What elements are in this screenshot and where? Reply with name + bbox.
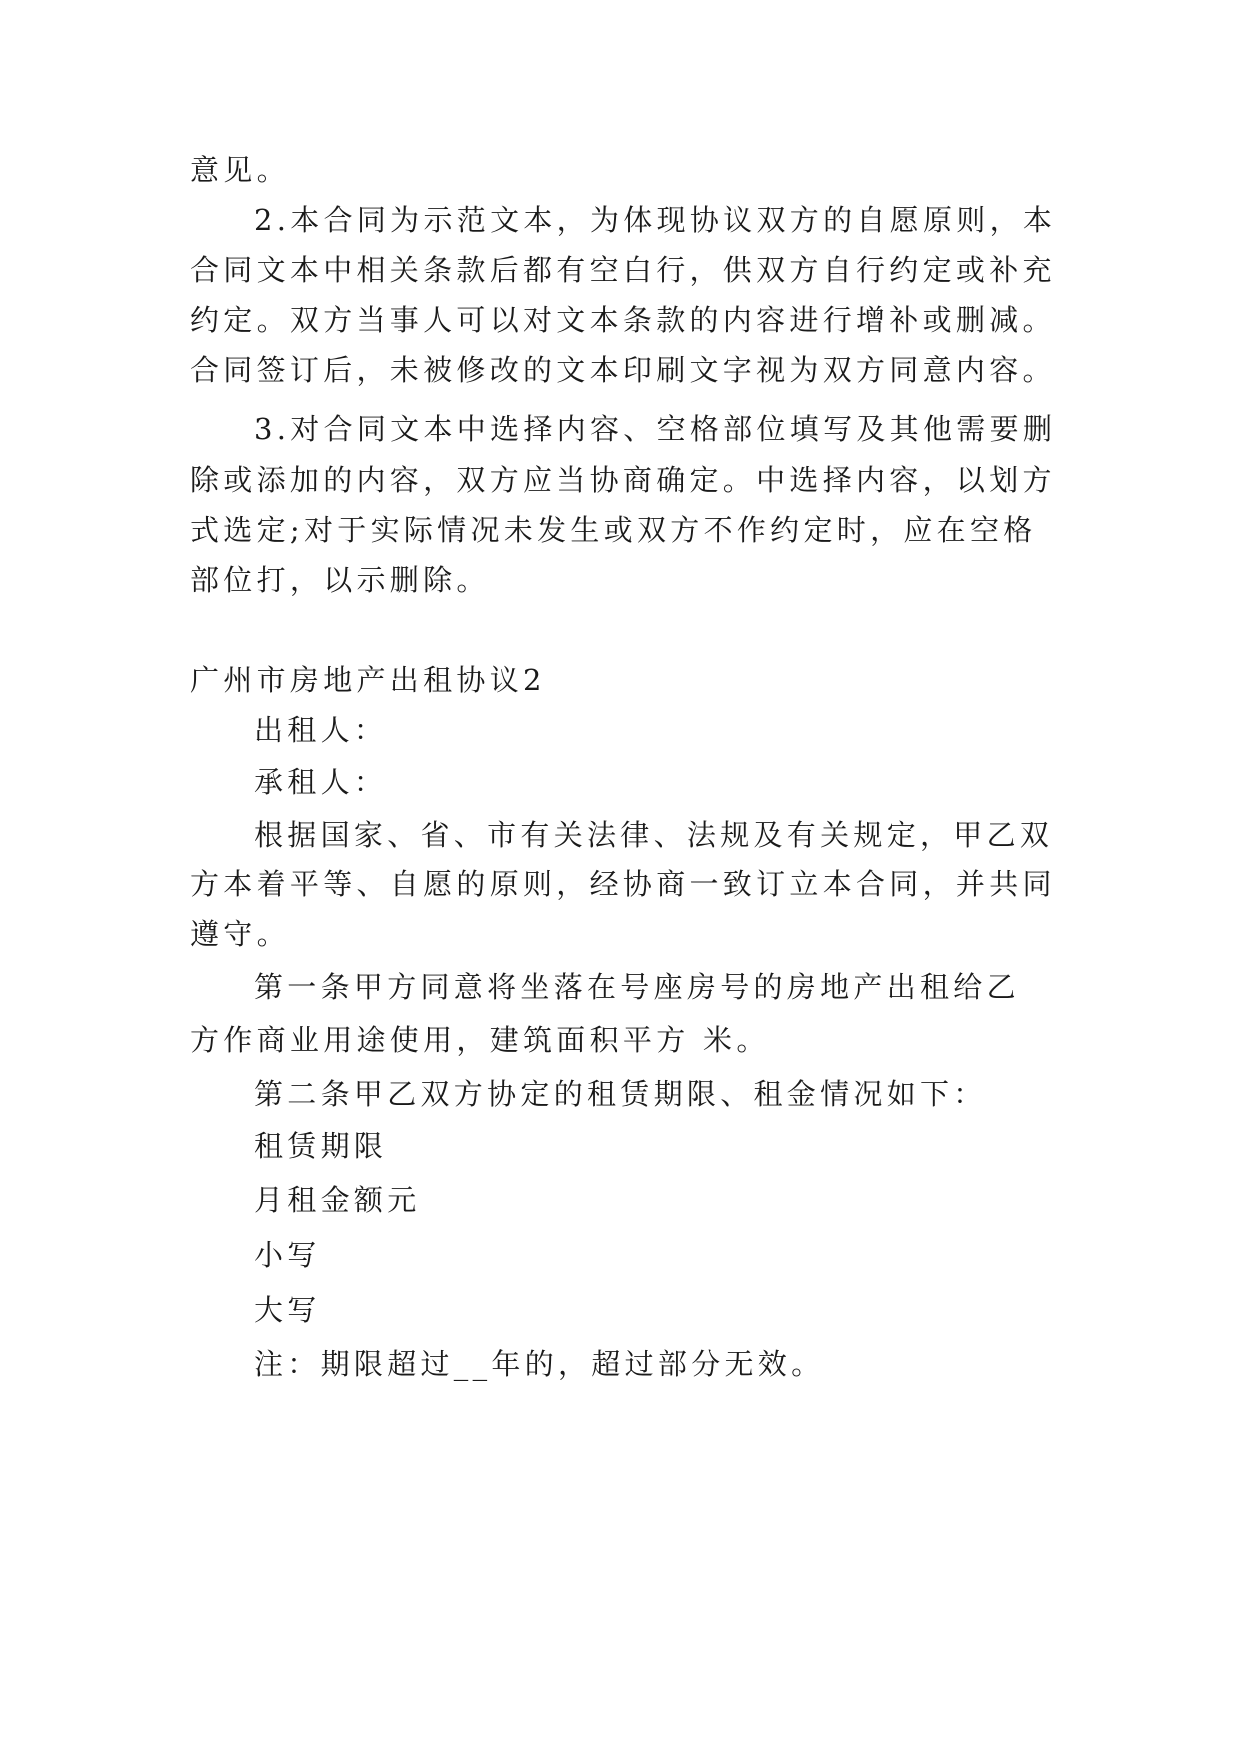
text-line: 大写 — [254, 1293, 321, 1327]
text-line: 方作商业用途使用，建筑面积平方 米。 — [190, 1023, 770, 1057]
text-line: 根据国家、省、市有关法律、法规及有关规定，甲乙双 — [254, 818, 1054, 852]
section-title: 广州市房地产出租协议2 — [190, 663, 546, 697]
text-line: 式选定;对于实际情况未发生或双方不作约定时，应在空格 — [190, 513, 1037, 547]
text-line: 出租人： — [254, 713, 388, 747]
text-line: 3.对合同文本中选择内容、空格部位填写及其他需要删 — [254, 412, 1057, 446]
text-line: 部位打，以示删除。 — [190, 563, 490, 597]
text-line: 承租人： — [254, 765, 388, 799]
text-line: 2.本合同为示范文本，为体现协议双方的自愿原则，本 — [254, 203, 1057, 237]
text-line: 约定。双方当事人可以对文本条款的内容进行增补或删减。 — [190, 303, 1056, 337]
text-line: 除或添加的内容，双方应当协商确定。中选择内容，以划方 — [190, 463, 1056, 497]
text-line: 月租金额元 — [254, 1183, 421, 1217]
text-line: 第二条甲乙双方协定的租赁期限、租金情况如下： — [254, 1077, 987, 1111]
text-line: 方本着平等、自愿的原则，经协商一致订立本合同，并共同 — [190, 867, 1056, 901]
text-line: 意见。 — [190, 153, 290, 187]
text-line: 第一条甲方同意将坐落在号座房号的房地产出租给乙 — [254, 970, 1020, 1004]
text-line: 小写 — [254, 1238, 321, 1272]
text-line: 租赁期限 — [254, 1129, 388, 1163]
text-line: 遵守。 — [190, 917, 290, 951]
text-line: 合同签订后，未被修改的文本印刷文字视为双方同意内容。 — [190, 353, 1056, 387]
text-line: 注：期限超过__年的，超过部分无效。 — [254, 1347, 825, 1381]
text-line: 合同文本中相关条款后都有空白行，供双方自行约定或补充 — [190, 253, 1056, 287]
